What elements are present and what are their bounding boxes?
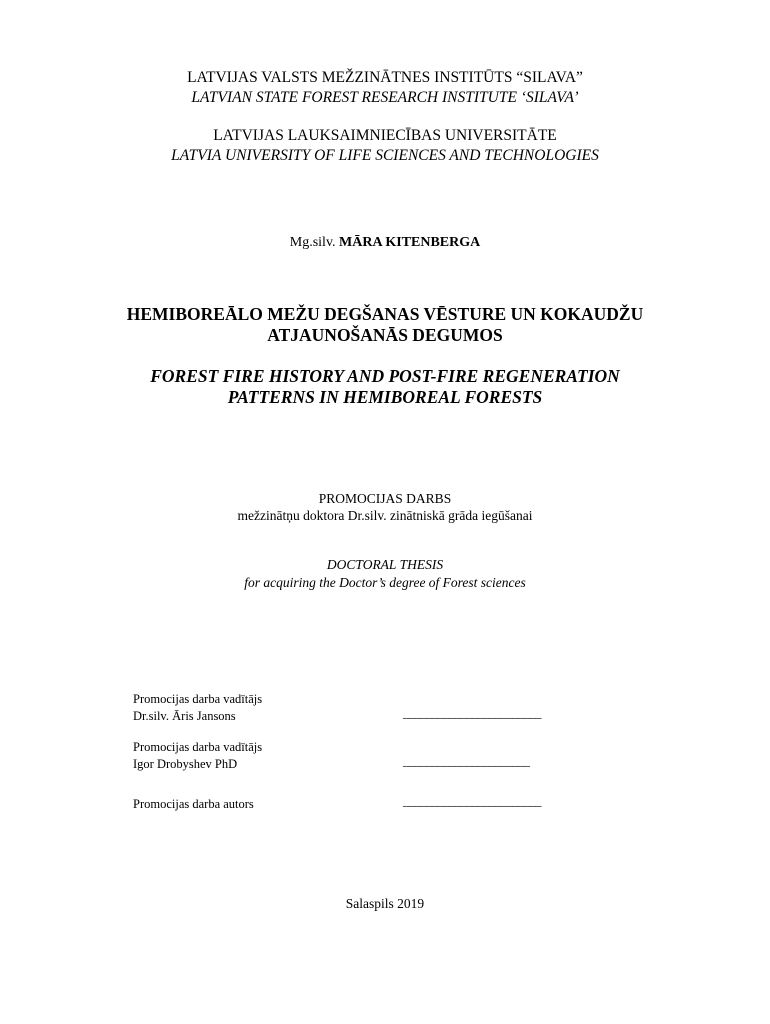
author-name: MĀRA KITENBERGA [339, 235, 481, 250]
supervisor-1-name: Dr.silv. Āris Jansons [133, 709, 236, 723]
title-english-line-1: FOREST FIRE HISTORY AND POST-FIRE REGENERATION [150, 366, 620, 386]
institution-2-english: LATVIA UNIVERSITY OF LIFE SCIENCES AND TECHNOLOGIES [171, 147, 599, 164]
supervisor-1-role: Promocijas darba vadītājs [133, 692, 263, 706]
title-english-line-2: PATTERNS IN HEMIBOREAL FORESTS [227, 387, 543, 407]
title-latvian-line-2: ATJAUNOŠANĀS DEGUMOS [267, 325, 503, 345]
supervisor-2-role: Promocijas darba vadītājs [133, 740, 263, 754]
title-latvian-line-1: HEMIBOREĀLO MEŽU DEGŠANAS VĒSTURE UN KOKAUDŽU [126, 304, 644, 324]
institution-2-latvian: LATVIJAS LAUKSAIMNIECĪBAS UNIVERSITĀTE [213, 127, 557, 144]
place-and-year: Salaspils 2019 [345, 896, 425, 911]
thesis-label-latvian: PROMOCIJAS DARBS [318, 491, 452, 506]
author-line [0, 235, 770, 251]
institution-1-english: LATVIAN STATE FOREST RESEARCH INSTITUTE ‘SILAVA’ [191, 89, 579, 106]
author-role: Promocijas darba autors [133, 797, 254, 811]
author-signature-line: ________________________ [403, 794, 541, 808]
supervisor-1-signature-line: ________________________ [403, 706, 541, 720]
thesis-purpose-latvian: mežzinātņu doktora Dr.silv. zinātniskā grāda iegūšanai [237, 508, 533, 523]
thesis-purpose-english: for acquiring the Doctor’s degree of Forest sciences [244, 575, 526, 590]
author-degree: Mg.silv. [289, 235, 336, 250]
thesis-label-english: DOCTORAL THESIS [326, 557, 444, 572]
institution-1-latvian: LATVIJAS VALSTS MEŽZINĀTNES INSTITŪTS “SILAVA” [187, 69, 583, 86]
supervisor-2-signature-line: ______________________ [403, 754, 530, 768]
supervisor-2-name: Igor Drobyshev PhD [133, 757, 238, 771]
